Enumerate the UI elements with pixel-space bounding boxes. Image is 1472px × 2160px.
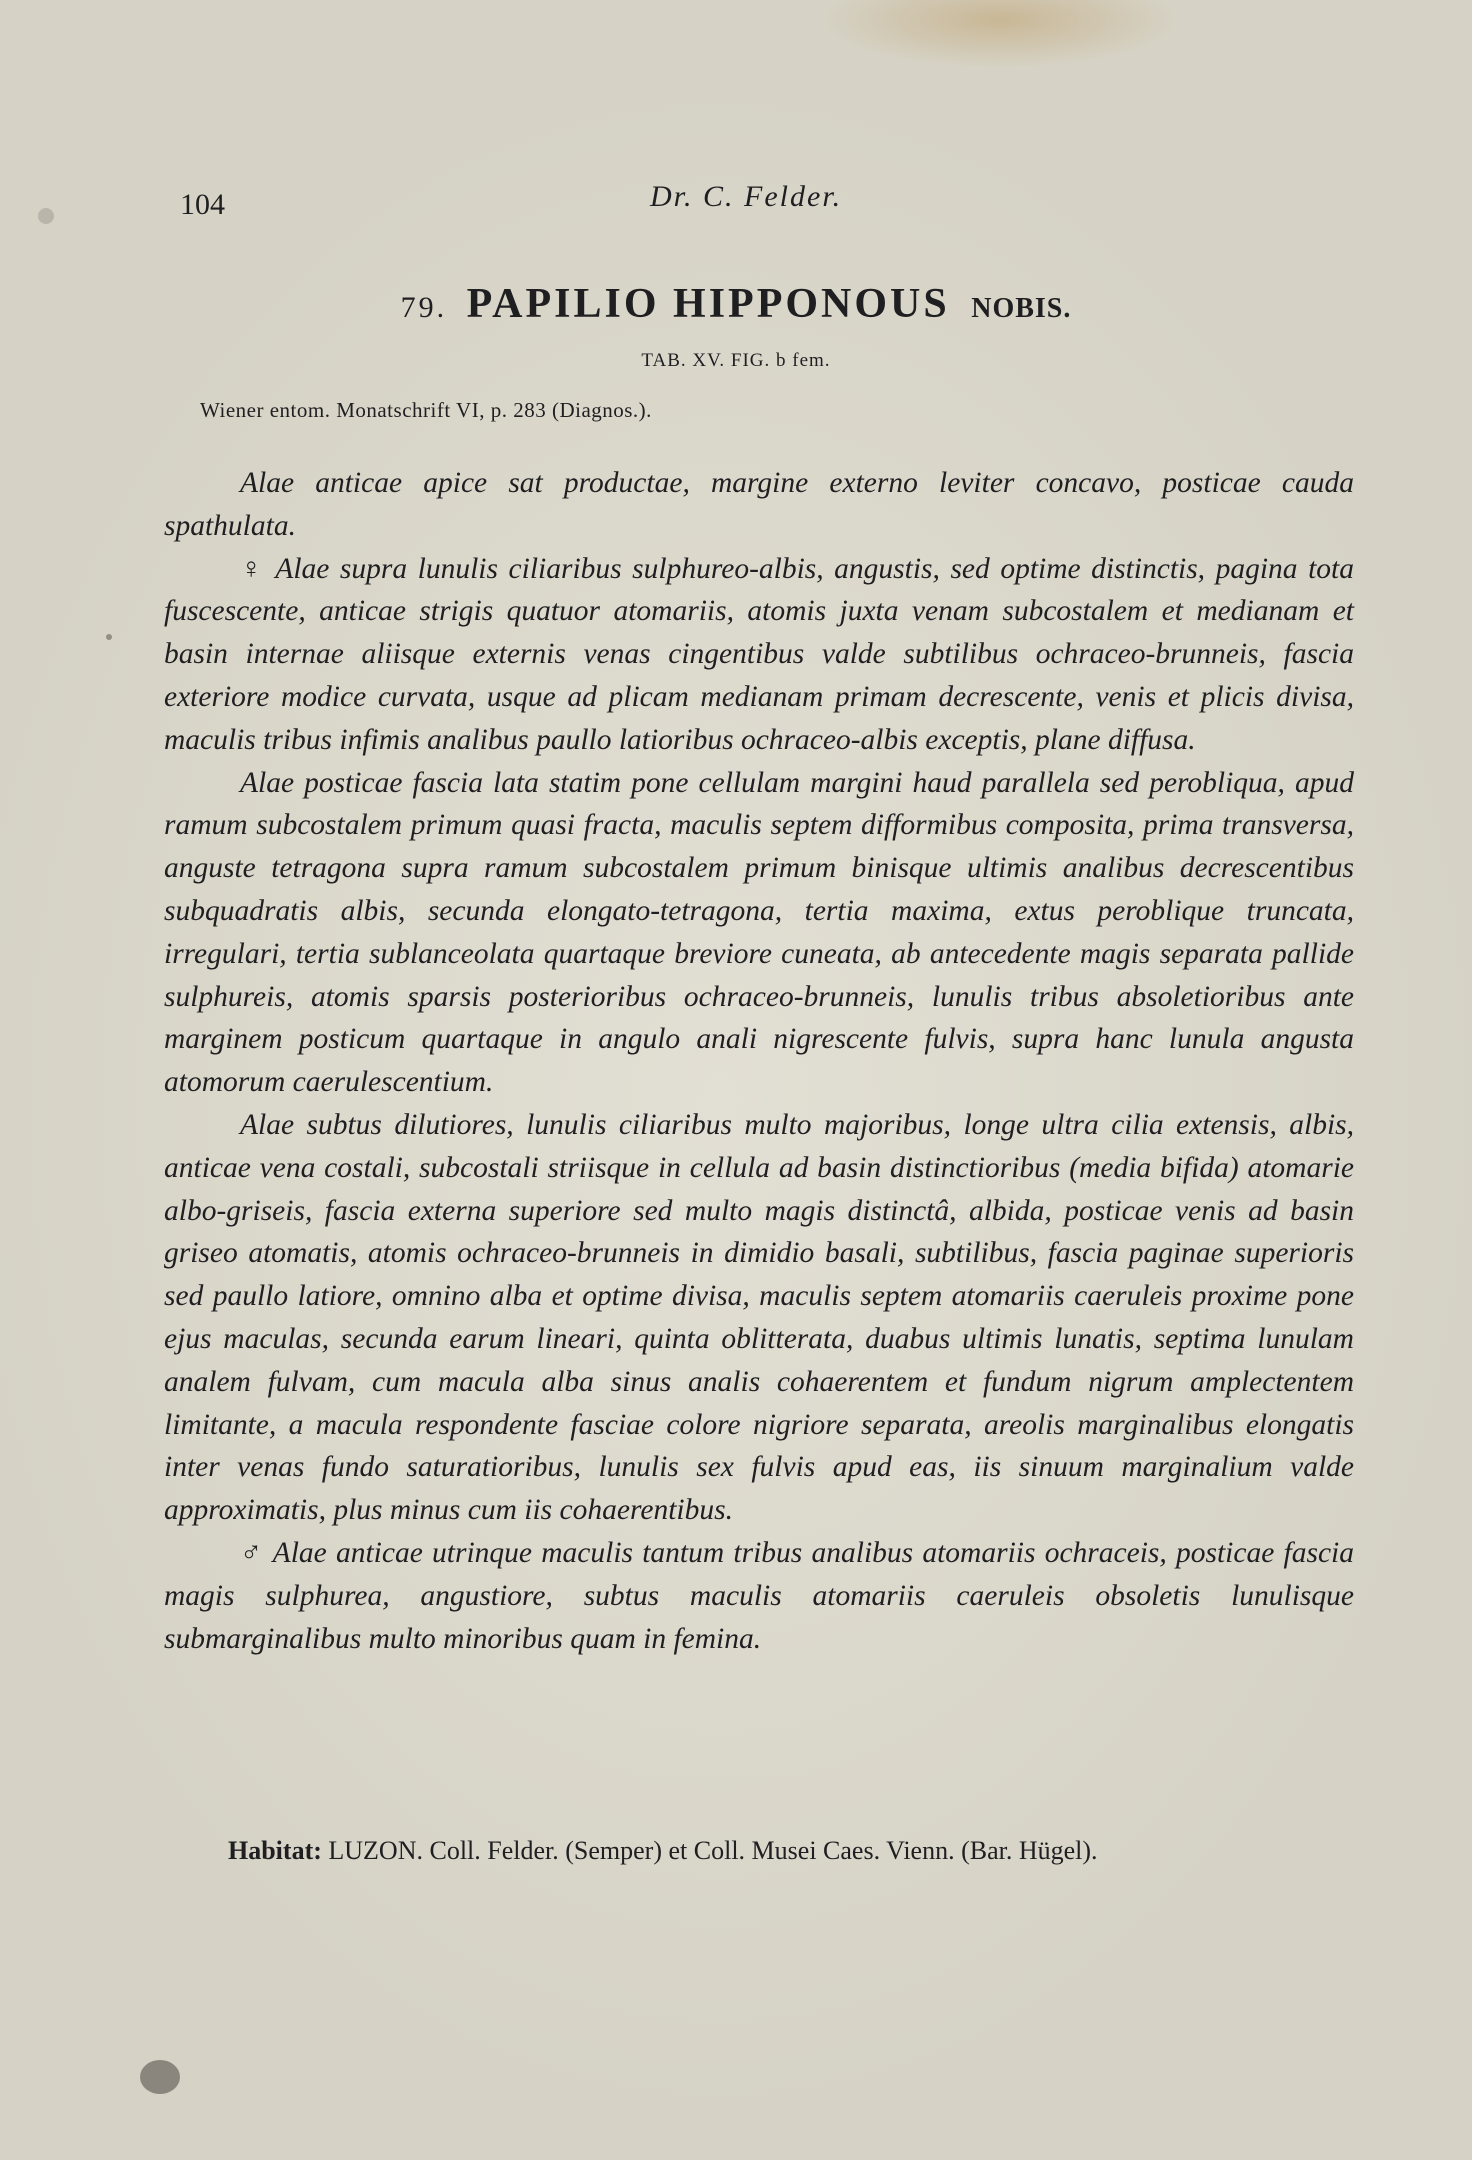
habitat-line (228, 1836, 1368, 1866)
plate-reference: TAB. XV. FIG. b fem. (641, 350, 831, 371)
habitat-text: LUZON. Coll. Felder. (Semper) et Coll. Musei Caes. Vienn. (Bar. Hügel). (328, 1836, 1098, 1865)
page-number: 104 (180, 188, 225, 221)
description-paragraph: Alae posticae fascia lata statim pone cellulam margini haud parallela sed perobliqua, apud ramum subcostalem primum quasi fracta, maculis septem difformibus composita, prima transversa, anguste tetragona supra ramum subcostalem primum binisque ultimis analibus decrescentibus subquadratis albis, secunda elongato-tetragona, tertia maxima, extus peroblique truncata, irregulari, tertia sublanceolata quartaque breviore cuneata, ab antecedente magis separata pallide sulphureis, atomis sparsis posterioribus ochraceo-brunneis, lunulis tribus absoletioribus ante marginem posticum quartaque in angulo anali nigrescente fulvis, supra hanc lunula angusta atomorum caerulescentium. (164, 766, 1354, 1099)
description-paragraph: Alae anticae apice sat productae, margine externo leviter concavo, posticae cauda spathulata. (164, 467, 1354, 542)
species-title (0, 280, 1472, 328)
species-description (164, 462, 1354, 1660)
ink-speck (106, 634, 112, 640)
description-paragraph: ♂ Alae anticae utrinque maculis tantum tribus analibus atomariis ochraceis, posticae fascia magis sulphurea, angustiore, subtus maculis atomariis caeruleis obsoletis lunulisque submarginalibus multo minoribus quam in femina. (164, 1536, 1354, 1655)
species-name: PAPILIO HIPPONOUS (466, 281, 950, 327)
description-paragraph: ♀ Alae supra lunulis ciliaribus sulphureo-albis, angustis, sed optime distinctis, pagina tota fuscescente, anticae strigis quatuor atomariis, atomis juxta venam subcostalem et medianam et basin internae aliisque externis venas cingentibus valde subtilibus ochraceo-brunneis, fascia exteriore modice curvata, usque ad plicam medianam primam decrescente, venis et plicis divisa, maculis tribus infimis analibus paullo latioribus ochraceo-albis exceptis, plane diffusa. (164, 552, 1354, 756)
literature-reference: Wiener entom. Monatschrift VI, p. 283 (Diagnos.). (200, 398, 652, 422)
ink-blot-top-left (38, 208, 54, 224)
habitat-label: Habitat: (228, 1836, 322, 1865)
description-paragraph: Alae subtus dilutiores, lunulis ciliaribus multo majoribus, longe ultra cilia extensis, albis, anticae vena costali, subcostali striisque in cellula ad basin distinctioribus (media bifida) atomarie albo-griseis, fascia externa superiore sed multo magis distinctâ, albida, posticae venis ad basin griseo atomatis, atomis ochraceo-brunneis in dimidio basali, subtilibus, fascia paginae superioris sed paullo latiore, omnino alba et optime divisa, maculis septem atomariis caeruleis proxime pone ejus maculas, secunda earum lineari, quinta oblitterata, duabus ultimis lunatis, septima lunulam analem fulvam, cum macula alba sinus analis cohaerentem et fundum nigrum amplectentem limitante, a macula respondente fasciae colore nigriore separata, areolis marginalibus elongatis inter venas fundo saturatioribus, lunulis sex fulvis apud eas, iis sinuum marginalium valde approximatis, plus minus cum iis cohaerentibus. (164, 1108, 1354, 1527)
page-header (180, 180, 1360, 230)
ink-blot-bottom-left (140, 2060, 180, 2094)
running-head: Dr. C. Felder. (650, 180, 843, 213)
species-number: 79. (400, 291, 448, 324)
species-author: NOBIS. (971, 293, 1072, 324)
